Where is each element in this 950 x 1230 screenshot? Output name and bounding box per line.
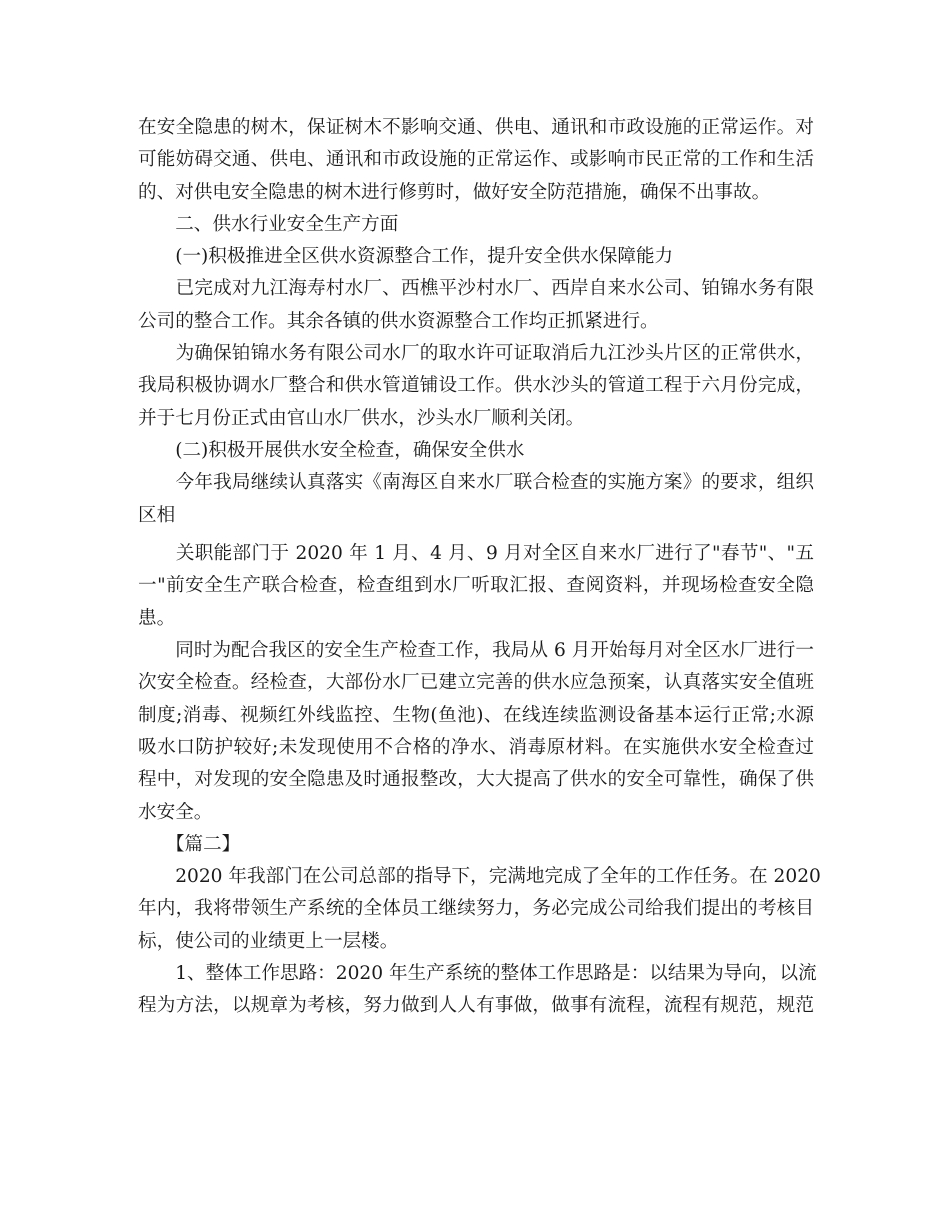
text-line: 并于七月份正式由官山水厂供水，沙头水厂顺利关闭。 xyxy=(138,407,585,429)
subsection-heading: (一)积极推进全区供水资源整合工作，提升安全供水保障能力 xyxy=(138,246,674,268)
text-line: 今年我局继续认真落实《南海区自来水厂联合检查的实施方案》的要求，组织 xyxy=(138,472,814,494)
document-body xyxy=(138,112,821,1023)
section-heading: 【篇二】 xyxy=(138,833,241,855)
text-line: 区相 xyxy=(138,504,176,526)
text-line: 可能妨碍交通、供电、通讯和市政设施的正常运作、或影响市民正常的工作和生活 xyxy=(138,149,814,171)
text-line: 程为方法，以规章为考核，努力做到人人有事做，做事有流程，流程有规范，规范 xyxy=(138,995,814,1017)
text-line: 已完成对九江海寿村水厂、西樵平沙村水厂、西岸自来水公司、铂锦水务有限 xyxy=(138,278,814,300)
text-line: 标，使公司的业绩更上一层楼。 xyxy=(138,930,399,952)
section-heading: 二、供水行业安全生产方面 xyxy=(138,213,399,235)
text-line: 年内，我将带领生产系统的全体员工继续努力，务必完成公司给我们提出的考核目 xyxy=(138,898,814,920)
text-line: 为确保铂锦水务有限公司水厂的取水许可证取消后九江沙头片区的正常供水， xyxy=(138,343,814,365)
subsection-heading: (二)积极开展供水安全检查，确保安全供水 xyxy=(138,439,525,461)
text-line: 水安全。 xyxy=(138,801,213,823)
text-line: 关职能部门于 2020 年 1 月、4 月、9 月对全区自来水厂进行了"春节"、"五 xyxy=(138,543,814,565)
text-line: 患。 xyxy=(138,607,176,629)
text-line: 同时为配合我区的安全生产检查工作，我局从 6 月开始每月对全区水厂进行一 xyxy=(138,640,814,662)
text-line: 2020 年我部门在公司总部的指导下，完满地完成了全年的工作任务。在 2020 xyxy=(138,866,821,888)
text-line: 的、对供电安全隐患的树木进行修剪时，做好安全防范措施，确保不出事故。 xyxy=(138,181,771,203)
text-line: 程中，对发现的安全隐患及时通报整改，大大提高了供水的安全可靠性，确保了供 xyxy=(138,769,814,791)
text-line: 1、整体工作思路：2020 年生产系统的整体工作思路是：以结果为导向，以流 xyxy=(138,963,817,985)
text-line: 吸水口防护较好;未发现使用不合格的净水、消毒原材料。在实施供水安全检查过 xyxy=(138,736,814,758)
text-line: 在安全隐患的树木，保证树木不影响交通、供电、通讯和市政设施的正常运作。对 xyxy=(138,117,814,138)
text-line: 公司的整合工作。其余各镇的供水资源整合工作均正抓紧进行。 xyxy=(138,310,659,332)
text-line: 我局积极协调水厂整合和供水管道铺设工作。供水沙头的管道工程于六月份完成， xyxy=(138,375,814,397)
text-line: 一"前安全生产联合检查，检查组到水厂听取汇报、查阅资料，并现场检查安全隐 xyxy=(138,575,814,597)
text-line: 制度;消毒、视频红外线监控、生物(鱼池)、在线连续监测设备基本运行正常;水源 xyxy=(138,704,814,726)
text-line: 次安全检查。经检查，大部份水厂已建立完善的供水应急预案，认真落实安全值班 xyxy=(138,672,814,694)
